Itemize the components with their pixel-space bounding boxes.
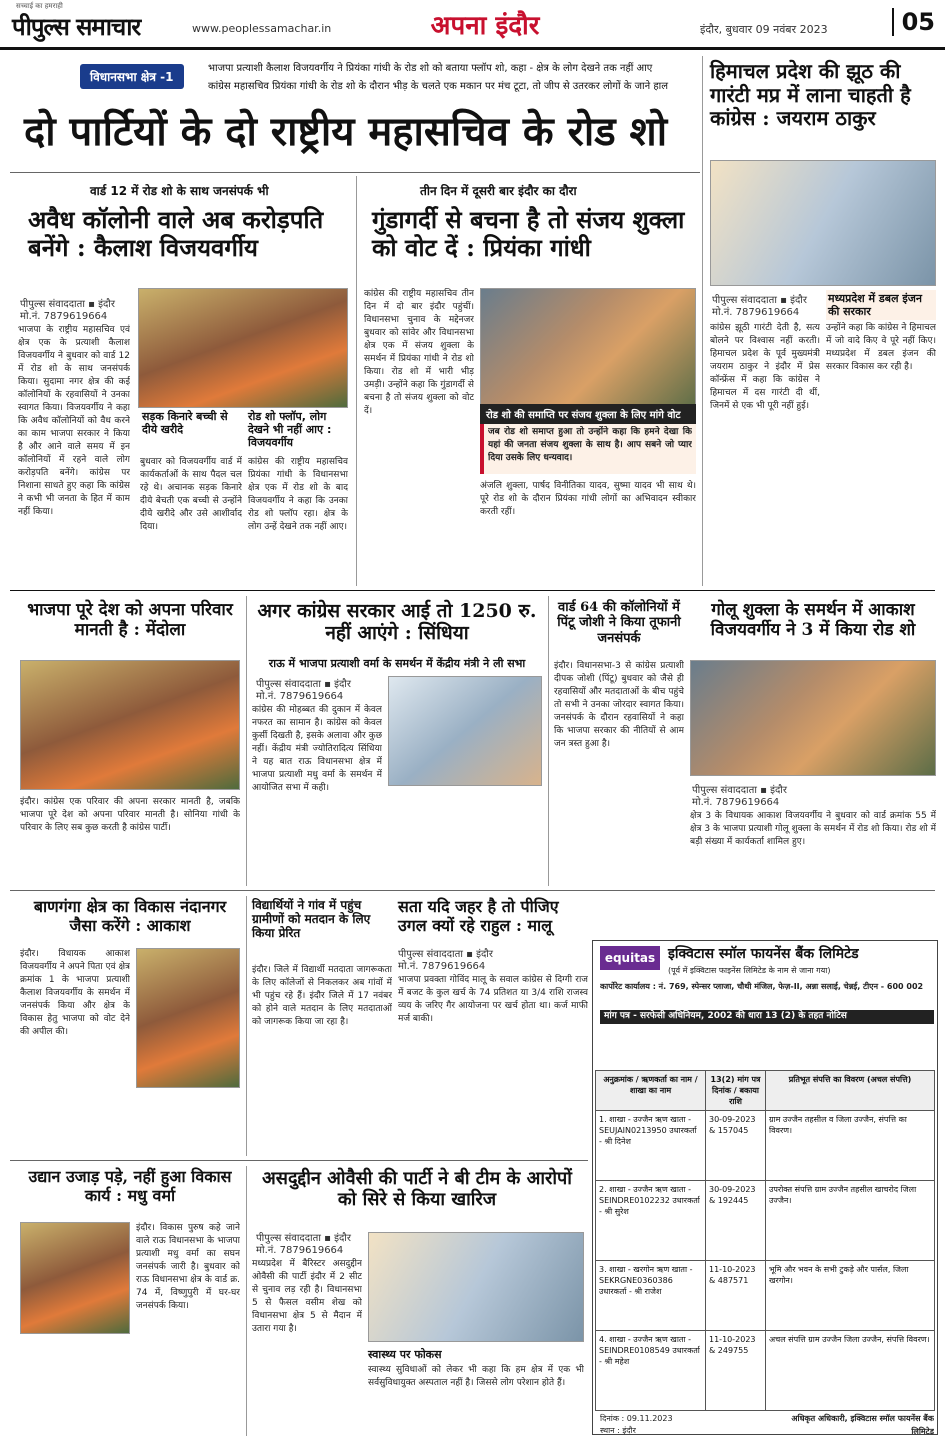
table-row xyxy=(596,1111,935,1181)
middle-story-body: कांग्रेस की राष्ट्रीय महासचिव तीन दिन में दो बार इंदौर पहुंचीं। विधानसभा चुनाव के मद्देनजर बुधवार को सांवेर और विधानसभा क्षेत्र एक में संजय शुक्ला के समर्थन में प्रियंका गांधी ने रोड शो किया। रोड शो में भारी भीड़ उमड़ी। उन्होंने कहा कि गुंडागर्दी से बचना है तो संजय शुक्ला को वोट दें। xyxy=(364,289,474,416)
golu-body: क्षेत्र 3 के विधायक आकाश विजयवर्गीय ने बुधवार को वार्ड क्रमांक 55 में क्षेत्र 3 के भाजपा प्रत्याशी गोलू शुक्ला के समर्थन में रोड शो किया। रोड शो में बड़ी संख्या में कार्यकर्ता शामिल हुए। xyxy=(690,811,936,847)
ad-col-header: प्रतिभूत संपत्ति का विवरण (अचल संपत्ति) xyxy=(766,1071,935,1111)
malu-mobile: मो.नं. 7879619664 xyxy=(398,961,486,972)
section-divider xyxy=(10,1160,588,1161)
table-cell: भूमि और भवन के सभी टुकड़े और पार्सल, जिला खरगोन। xyxy=(766,1261,935,1331)
madhu-headline: उद्यान उजाड़ पड़े, नहीं हुआ विकास कार्य : मधु वर्मा xyxy=(28,1167,232,1205)
lead-headline: दो पार्टियों के दो राष्ट्रीय महासचिव के रोड शो xyxy=(24,108,668,155)
scindia-strap: राऊ में भाजपा प्रत्याशी वर्मा के समर्थन में केंद्रीय मंत्री ने ली सभा xyxy=(268,657,526,670)
golu-mobile: मो.नं. 7879619664 xyxy=(692,797,780,808)
table-cell: 4. शाखा - उज्जैन ऋण खाता - SEINDRE0108549 उधारकर्ता - श्री महेश xyxy=(596,1331,706,1411)
mendola-body: इंदौर। कांग्रेस एक परिवार की अपना सरकार मानती है, जबकि भाजपा पूरे देश को अपना परिवार मानती है। सोनिया गांधी के परिवार के लिए सब कुछ करती है कांग्रेस पार्टी। xyxy=(20,797,240,833)
golu-byline: पीपुल्स संवाददाता ▪ इंदौर xyxy=(692,785,787,796)
ad-col-header: 13(2) मांग पत्र दिनांक / बकाया राशि xyxy=(706,1071,766,1111)
table-row xyxy=(596,1331,935,1411)
malu-byline: पीपुल्स संवाददाता ▪ इंदौर xyxy=(398,949,493,960)
table-row xyxy=(596,1261,935,1331)
table-cell: 1. शाखा - उज्जैन ऋण खाता - SEUJAIN0213950 उधारकर्ता - श्री दिनेश xyxy=(596,1111,706,1181)
mendola-headline: भाजपा पूरे देश को अपना परिवार मानती है : मेंदोला xyxy=(27,600,233,641)
photo-caption-diya: सड़क किनारे बच्ची से दीये खरीदे xyxy=(142,410,228,437)
golu-headline: गोलू शुक्ला के समर्थन में आकाश विजयवर्गीय ने 3 में किया रोड शो xyxy=(710,600,916,641)
middle-story-kicker: तीन दिन में दूसरी बार इंदौर का दौरा xyxy=(420,184,577,198)
scindia-photo xyxy=(388,676,542,786)
ad-title: इक्विटास स्मॉल फायनेंस बैंक लिमिटेड xyxy=(668,946,859,962)
students-body: इंदौर। जिले में विद्यार्थी मतदाता जागरूकता के लिए कॉलेजों से निकलकर अब गांवों में भी पहुंच रहे हैं। इंदौर जिले में 17 नवंबर को होने वाले मतदान के लिए मतदाताओं को जागरूक किया जा रहा है। xyxy=(252,965,392,1027)
owaisi-mobile: मो.नं. 7879619664 xyxy=(256,1245,344,1256)
lead-strap-2: कांग्रेस महासचिव प्रियंका गांधी के रोड शो के दौरान भीड़ के चलते एक मकान पर मंच टूटा, तो जीप से उतरकर लोगों के जाने हाल xyxy=(208,81,669,92)
flop-story-body: कांग्रेस की राष्ट्रीय महासचिव प्रियंका गांधी के विधानसभा क्षेत्र एक में रोड शो के बाद विजयवर्गीय ने कहा कि उनका रोड शो फ्लॉप रहा। क्षेत्र के लोग उन्हें देखने तक नहीं आए। xyxy=(248,457,348,532)
right-byline: पीपुल्स संवाददाता ▪ इंदौर xyxy=(712,295,807,306)
constituency-badge: विधानसभा क्षेत्र -1 xyxy=(80,64,184,89)
road-show-photo xyxy=(138,288,348,408)
malu-headline: सता यदि जहर है तो पीजिए उगल क्यों रहे राहुल : मालू xyxy=(398,897,559,935)
double-engine-box-body: उन्होंने कहा कि कांग्रेस ने हिमाचल में जो वादे किए वे पूरे नहीं किए। मध्यप्रदेश में डबल इंजन की सरकार विकास कर रही है। xyxy=(826,323,936,372)
double-engine-box-title: मध्यप्रदेश में डबल इंजन की सरकार xyxy=(826,290,936,320)
site-url[interactable]: www.peoplessamachar.in xyxy=(192,22,332,35)
malu-body: भाजपा प्रवक्ता गोविंद मालू के सवाल कांग्रेस से दिग्गी राज में बजट के कुल खर्च के 74 प्रतिशत या 3/4 राशि राजस्व व्यय के जरिए गैर आयोजना पर खर्च होता था। कर्ज माफी मर्ज बाकी। xyxy=(398,975,588,1024)
health-focus-body: स्वास्थ्य सुविधाओं को लेकर भी कहा कि हम क्षेत्र में एक भी सर्वसुविधायुक्त अस्पताल नहीं है। जिससे लोग परेशान होते हैं। xyxy=(368,1365,584,1388)
right-story-body: कांग्रेस झूठी गारंटी देती है, सत्य बोलने पर विश्वास नहीं करती। हिमाचल प्रदेश के पूर्व मुख्यमंत्री जयराम ठाकुर ने इंदौर में प्रेस कॉन्फ्रेंस में कहा कि कांग्रेस ने हिमाचल में दस गारंटी दी थीं, जिनमें से एक भी पूरी नहीं हुई। xyxy=(710,323,820,411)
equitas-logo: equitas xyxy=(600,946,660,970)
ad-table xyxy=(595,1070,935,1411)
mendola-photo xyxy=(20,660,240,790)
column-divider xyxy=(356,176,357,586)
health-focus-title: स्वास्थ्य पर फोकस xyxy=(368,1348,442,1361)
left-story-body: भाजपा के राष्ट्रीय महासचिव एवं क्षेत्र एक के प्रत्याशी कैलाश विजयवर्गीय ने बुधवार को वार्ड 12 में रोड शो के साथ जनसंपर्क किया। सुदामा नगर क्षेत्र की कई कॉलोनियों के रहवासियों ने उनका स्वागत किया। विजयवर्गीय ने कहा कि अवैध कॉलोनियों को वैध करने का काम भाजपा सरकार ने किया है और आने वाले समय में इन कॉलोनियों में रहने वाले लोग करोड़पति बनेंगे। कांग्रेस पर निशाना साधते हुए कहा कि कांग्रेस ने कभी भी जनता के हित में काम नहीं किया। xyxy=(18,325,130,517)
madhu-body-top: इंदौर। विकास पुरुष कहे जाने वाले राऊ विधानसभा के भाजपा प्रत्याशी मधु वर्मा का सघन जनसंपर्क जारी है। बुधवार को राऊ विधानसभा क्षेत्र के वार्ड क्र. 74 में, विष्णुपुरी में घर-घर जनसंपर्क किया। xyxy=(136,1223,240,1311)
pintu-body: इंदौर। विधानसभा-3 से कांग्रेस प्रत्याशी दीपक जोशी (पिंटू) बुधवार को जैसे ही रहवासियों और मतदाताओं के बीच पहुंचे तो सभी ने उनका जोरदार स्वागत किया। जनसंपर्क के दौरान रहवासियों ने कहा कि भाजपा सरकार की नीतियों से आम जन त्रस्त हुआ है। xyxy=(554,661,684,749)
ad-table-header xyxy=(596,1071,935,1111)
priyanka-roadshow-photo xyxy=(480,288,696,410)
golu-roadshow-photo xyxy=(690,660,936,776)
madhu-photo xyxy=(20,1222,130,1334)
divider xyxy=(10,172,700,173)
scindia-body: कांग्रेस की मोहब्बत की दुकान में केवल नफरत का सामान है। कांग्रेस को केवल कुर्सी दिखती है, इसके अलावा और कुछ नहीं। केंद्रीय मंत्री ज्योतिरादित्य सिंधिया ने यह बात राऊ विधानसभा क्षेत्र में भाजपा प्रत्याशी मधु वर्मा के समर्थन में आयोजित सभा में कही। xyxy=(252,705,382,793)
owaisi-party-photo xyxy=(368,1232,584,1342)
table-cell: 30-09-2023 & 192445 xyxy=(706,1181,766,1261)
photo-caption-flop: रोड शो फ्लॉप, लोग देखने भी नहीं आए : विजयवर्गीय xyxy=(248,410,332,450)
right-story-headline: हिमाचल प्रदेश की झूठ की गारंटी मप्र में लाना चाहती है कांग्रेस : जयराम ठाकुर xyxy=(710,59,911,131)
table-cell: अचल संपत्ति ग्राम उज्जैन जिला उज्जैन, संपत्ति विवरण। xyxy=(766,1331,935,1411)
scindia-byline: पीपुल्स संवाददाता ▪ इंदौर xyxy=(256,679,351,690)
akash-photo xyxy=(136,948,240,1088)
owaisi-body: मध्यप्रदेश में बैरिस्टर असदुद्दीन ओवैसी की पार्टी इंदौर में 2 सीट से चुनाव लड़ रही है। विधानसभा 5 से फैसल वसीम शेख को विधानसभा क्षेत्र 5 से मैदान में उतारा गया है। xyxy=(252,1259,362,1334)
column-divider xyxy=(548,596,549,886)
dateline: इंदौर, बुधवार 09 नवंबर 2023 xyxy=(700,23,828,36)
press-conference-photo xyxy=(710,160,936,286)
right-mobile: मो.नं. 7879619664 xyxy=(712,307,800,318)
quote-text: जब रोड शो समाप्त हुआ तो उन्होंने कहा कि हमने देखा कि यहां की जनता संजय शुक्ला के साथ है। आप सबने जो प्यार दिया उसके लिए धन्यवाद। xyxy=(488,427,692,463)
section-title: अपना इंदौर xyxy=(430,11,540,41)
table-cell: 11-10-2023 & 487571 xyxy=(706,1261,766,1331)
table-cell: ग्राम उज्जैन तहसील व जिला उज्जैन, संपत्ति का विवरण। xyxy=(766,1111,935,1181)
table-cell: 2. शाखा - उज्जैन ऋण खाता - SEINDRE0102232 उधारकर्ता - श्री सुरेश xyxy=(596,1181,706,1261)
akash-body: इंदौर। विधायक आकाश विजयवर्गीय ने अपने पिता एवं क्षेत्र क्रमांक 1 के भाजपा प्रत्याशी कैलाश विजयवर्गीय के समर्थन में जनसंपर्क किया और क्षेत्र के विकास हेतु भाजपा को वोट देने की अपील की। xyxy=(20,949,130,1037)
owaisi-byline: पीपुल्स संवाददाता ▪ इंदौर xyxy=(256,1233,351,1244)
section-divider xyxy=(10,890,935,891)
scindia-headline: अगर कांग्रेस सरकार आई तो 1250 रु. नहीं आएंगे : सिंधिया xyxy=(257,600,537,645)
students-headline: विद्यार्थियों ने गांव में पहुंच ग्रामीणों को मतदान के लिए किया प्रेरित xyxy=(252,898,371,941)
diya-story-body: बुधवार को विजयवर्गीय वार्ड में कार्यकर्ताओं के साथ पैदल चल रहे थे। अचानक सड़क किनारे दीये बेचती एक बच्ची से उन्होंने दीये खरीदे और उसे आशीर्वाद दिया। xyxy=(140,457,242,532)
column-divider xyxy=(246,1166,247,1436)
scindia-mobile: मो.नं. 7879619664 xyxy=(256,691,344,702)
page-number: 05 xyxy=(892,8,935,36)
table-cell: 30-09-2023 & 157045 xyxy=(706,1111,766,1181)
table-cell: उपरोक्त संपत्ति ग्राम उज्जैन तहसील खाचरोद जिला उज्जैन। xyxy=(766,1181,935,1261)
akash-headline: बाणगंगा क्षेत्र का विकास नंदानगर जैसा करेंगे : आकाश xyxy=(33,897,227,935)
column-divider xyxy=(702,56,703,586)
masthead xyxy=(0,0,945,50)
ad-footer-date: दिनांक : 09.11.2023 xyxy=(600,1414,673,1423)
table-cell: 3. शाखा - खरगोन ऋण खाता - SEKRGNE0360386 उधारकर्ता - श्री राजेश xyxy=(596,1261,706,1331)
brand-tagline: सच्चाई का हमराही xyxy=(16,2,63,10)
left-story-kicker: वार्ड 12 में रोड शो के साथ जनसंपर्क भी xyxy=(90,184,269,198)
lead-strap-1: भाजपा प्रत्याशी कैलाश विजयवर्गीय ने प्रियंका गांधी के रोड शो को बताया फ्लॉप शो, कहा - क्षेत्र के लोग देखने तक नहीं आए xyxy=(208,63,653,74)
middle-story-body-2: अंजलि शुक्ला, पार्षद विनीतिका यादव, सुष्मा यादव भी साथ थे। पूरे रोड शो के दौरान प्रियंका गांधी लोगों का अभिवादन स्वीकार करती रहीं। xyxy=(480,481,696,517)
table-row xyxy=(596,1181,935,1261)
priyanka-photo-caption: रोड शो की समाप्ति पर संजय शुक्ला के लिए मांगे वोट xyxy=(480,404,696,424)
column-divider xyxy=(246,896,247,1156)
column-divider xyxy=(246,596,247,886)
left-mobile: मो.नं. 7879619664 xyxy=(20,311,108,322)
ad-footer-place: स्थान : इंदौर xyxy=(600,1426,636,1435)
pintu-headline: वार्ड 64 की कॉलोनियों में पिंटू जोशी ने किया तूफानी जनसंपर्क xyxy=(557,600,681,646)
left-story-headline: अवैध कॉलोनी वाले अब करोड़पति बनेंगे : कैलाश विजयवर्गीय xyxy=(28,205,324,263)
ad-notice: मांग पत्र - सरफेसी अधिनियम, 2002 की धारा 13 (2) के तहत नोटिस xyxy=(600,1010,934,1024)
ad-office: कार्पोरेट कार्यालय : नं. 769, स्पेन्सर प्लाजा, चौथी मंजिल, फेज़-II, अन्ना सलाई, चेन्नई, टीएन - 600 002 xyxy=(600,982,924,991)
ad-subtitle: (पूर्व में इक्विटास फाइनेंस लिमिटेड के नाम से जाना गया) xyxy=(668,966,831,975)
left-byline: पीपुल्स संवाददाता ▪ इंदौर xyxy=(20,299,115,310)
ad-col-header: अनुक्रमांक / ऋणकर्ता का नाम / शाखा का नाम xyxy=(596,1071,706,1111)
brand-logo: पीपुल्स समाचार xyxy=(12,12,141,41)
ad-footer-signature: अधिकृत अधिकारी, इक्विटास स्मॉल फायनेंस बैंक लिमिटेड xyxy=(791,1414,934,1436)
table-cell: 11-10-2023 & 249755 xyxy=(706,1331,766,1411)
section-divider xyxy=(10,590,935,591)
middle-story-headline: गुंडागर्दी से बचना है तो संजय शुक्ला को वोट दें : प्रियंका गांधी xyxy=(372,205,685,263)
owaisi-headline: असदुद्दीन ओवैसी की पार्टी ने बी टीम के आरोपों को सिरे से किया खारिज xyxy=(262,1168,572,1211)
